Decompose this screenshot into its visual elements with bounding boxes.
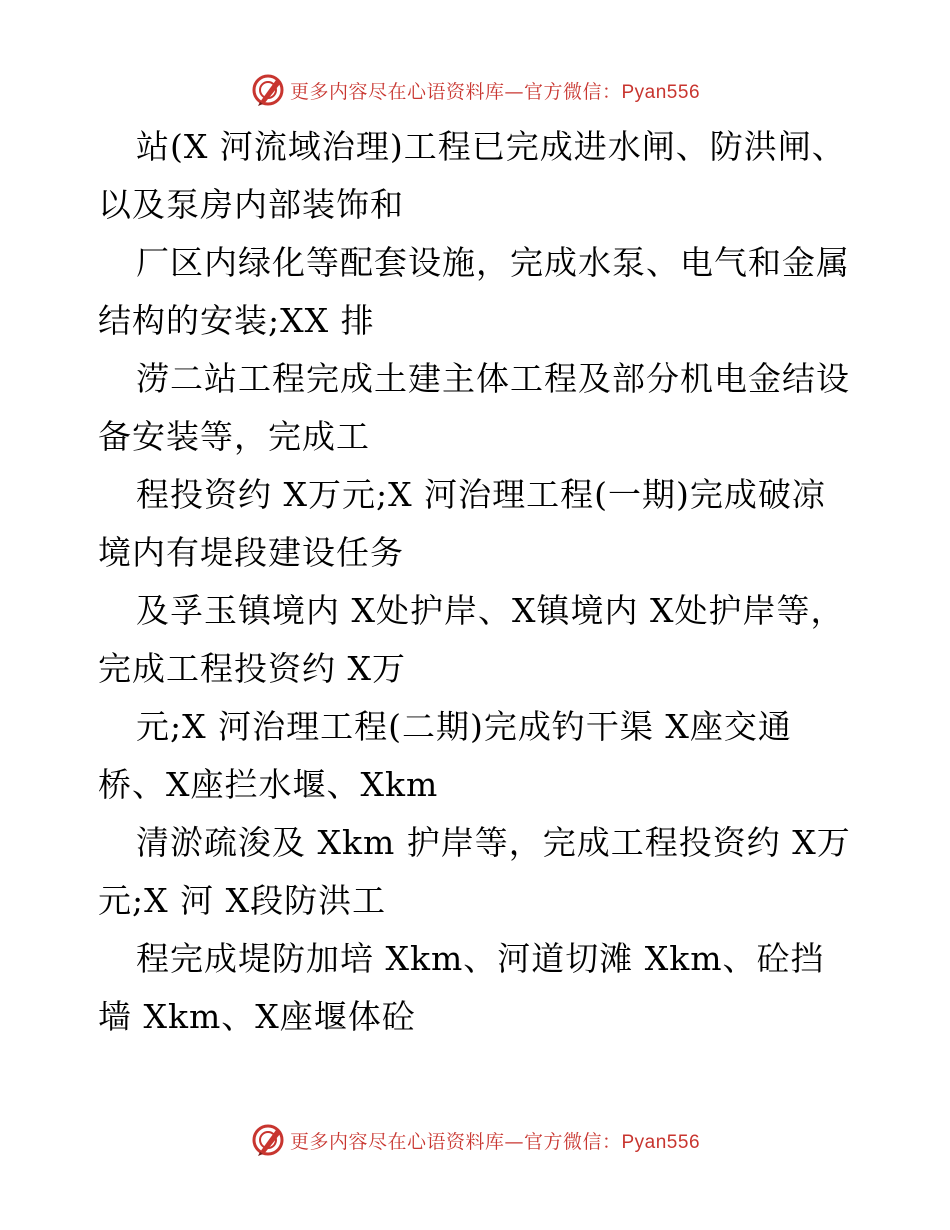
header-text (290, 77, 700, 104)
header-label: 更多内容尽在心语资料库—官方微信： (289, 80, 622, 103)
paragraph-1: 站(X 河流域治理)工程已完成进水闸、防洪闸、以及泵房内部装饰和 (98, 127, 846, 224)
footer-label: 更多内容尽在心语资料库—官方微信： (289, 1130, 622, 1153)
paragraph-6: 元;X 河治理工程(二期)完成钓干渠 X座交通桥、X座拦水堰、Xkm (98, 707, 792, 804)
header-wechat-id: Pyan556 (621, 81, 701, 103)
red-pen-logo-icon (250, 1122, 286, 1158)
paragraph-8: 程完成堤防加培 Xkm、河道切滩 Xkm、砼挡墙 Xkm、X座堰体砼 (98, 939, 825, 1036)
paragraph-3: 涝二站工程完成土建主体工程及部分机电金结设备安装等，完成工 (98, 359, 850, 456)
red-pen-logo-icon (250, 72, 286, 108)
header-banner (0, 70, 950, 110)
paragraph-5: 及孚玉镇境内 X处护岸、X镇境内 X处护岸等，完成工程投资约 X万 (98, 591, 845, 688)
document-body (98, 118, 858, 1046)
footer-text (290, 1127, 700, 1154)
paragraph-7: 清淤疏浚及 Xkm 护岸等，完成工程投资约 X万元;X 河 X段防洪工 (98, 823, 851, 920)
footer-banner (0, 1120, 950, 1160)
footer-wechat-id: Pyan556 (621, 1131, 701, 1153)
paragraph-2: 厂区内绿化等配套设施，完成水泵、电气和金属结构的安装;XX 排 (98, 243, 850, 340)
paragraph-4: 程投资约 X万元;X 河治理工程(一期)完成破凉境内有堤段建设任务 (98, 475, 826, 572)
